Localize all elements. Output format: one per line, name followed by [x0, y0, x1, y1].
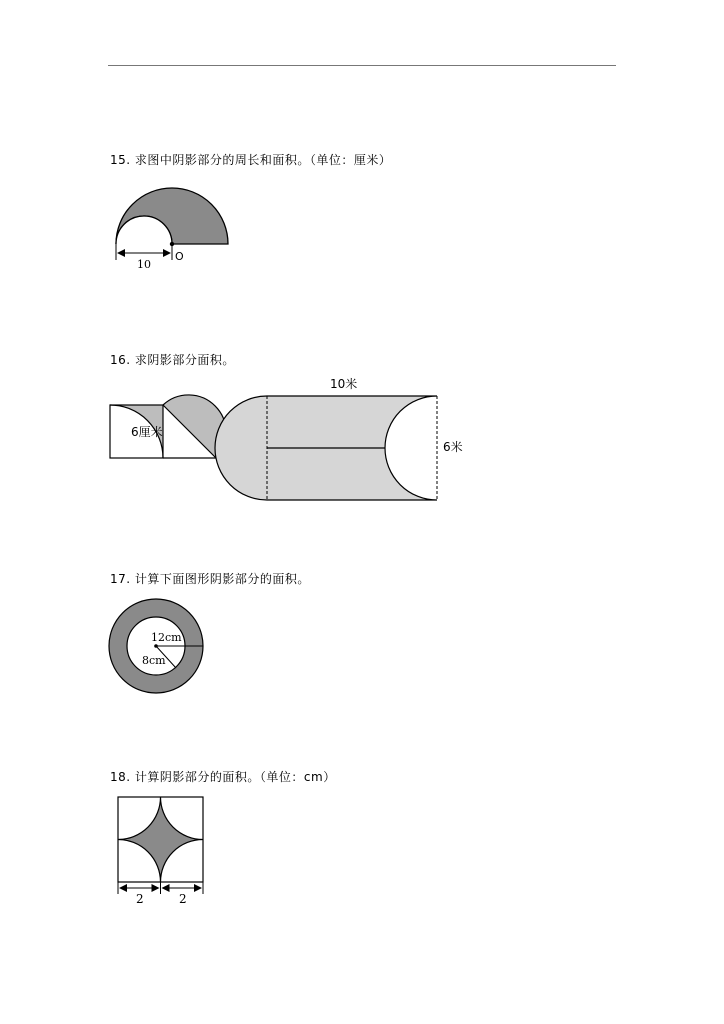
- fig16-left-height-label: 6厘米: [131, 425, 163, 439]
- fig18-left-width-label: 2: [136, 892, 144, 906]
- fig16-right-height-label: 6米: [443, 440, 463, 454]
- figure-16-right: [215, 376, 463, 500]
- question-text: 计算阴影部分的面积。（单位：cm）: [134, 770, 336, 784]
- figure-17: [109, 599, 203, 693]
- question-text: 求图中阴影部分的周长和面积。（单位：厘米）: [134, 153, 392, 167]
- question-text: 求阴影部分面积。: [134, 353, 235, 367]
- question-number: 16.: [110, 353, 131, 367]
- question-number: 17.: [110, 572, 131, 586]
- fig16-top-width-label: 10米: [330, 377, 358, 391]
- fig17-inner-radius-label: 8cm: [142, 654, 166, 667]
- fig15-center-label: O: [175, 250, 184, 263]
- question-number: 18.: [110, 770, 131, 784]
- question-text: 计算下面图形阴影部分的面积。: [134, 572, 310, 586]
- figure-18: [118, 797, 203, 906]
- question-number: 15.: [110, 153, 131, 167]
- fig15-dimension-label: 10: [137, 258, 151, 271]
- figure-16-left: [110, 395, 226, 458]
- fig17-outer-radius-label: 12cm: [151, 631, 182, 644]
- figure-15: [116, 188, 228, 271]
- fig18-right-width-label: 2: [179, 892, 187, 906]
